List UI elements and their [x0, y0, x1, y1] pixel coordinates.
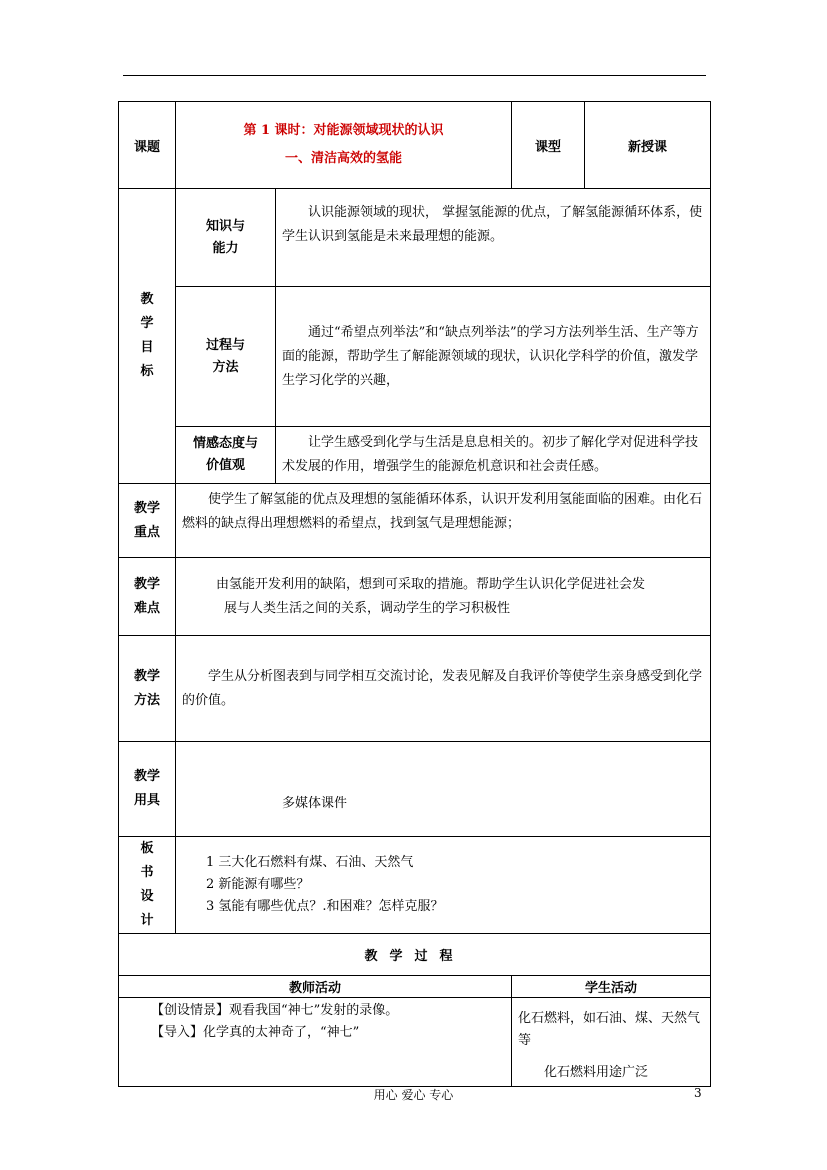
type-value: 新授课 [585, 102, 711, 189]
methods-label: 教学 方法 [119, 636, 176, 742]
process-header: 教学过程 [119, 934, 711, 976]
tools-row [119, 742, 711, 837]
process-method-text: 通过“希望点列举法”和“缺点列举法”的学习方法列举生活、生产等方面的能源，帮助学生了解能源领域的现状，认识化学科学的价值，激发学生学习化学的兴趣， [276, 287, 711, 427]
board-text [176, 837, 711, 934]
process-columns-row [119, 976, 711, 998]
topic-label: 课题 [119, 102, 176, 189]
teacher-activity [119, 998, 512, 1087]
difficulties-row [119, 558, 711, 636]
tools-text: 多媒体课件 [176, 742, 711, 837]
lesson-title-line1: 第 1 课时：对能源领域现状的认识 [243, 123, 444, 138]
emotion-label: 情感态度与 价值观 [176, 427, 276, 484]
header-rule [123, 75, 706, 76]
knowledge-label: 知识与 能力 [176, 189, 276, 287]
student-activity-head: 学生活动 [512, 976, 711, 998]
emotion-text: 让学生感受到化学与生活是息息相关的。初步了解化学对促进科学技术发展的作用，增强学生的能源危机意识和社会责任感。 [276, 427, 711, 484]
board-line-2: 2 新能源有哪些？ [206, 877, 310, 892]
page-number: 3 [694, 1086, 702, 1100]
page-footer: 用心 爱心 专心 [373, 1088, 454, 1102]
methods-text: 学生从分析图表到与同学相互交流讨论，发表见解及自我评价等使学生亲身感受到化学的价值。 [176, 636, 711, 742]
type-label: 课型 [512, 102, 585, 189]
methods-row [119, 636, 711, 742]
process-header-row [119, 934, 711, 976]
lesson-title-line2: 一、清洁高效的氢能 [285, 151, 403, 166]
teacher-activity-line-1: 【创设情景】观看我国“神七”发射的录像。 [151, 1003, 399, 1018]
board-line-3: 3 氢能有哪些优点？.和困难？怎样克服？ [206, 899, 444, 914]
teacher-activity-head: 教师活动 [119, 976, 512, 998]
board-line-1: 1 三大化石燃料有煤、石油、天然气 [206, 855, 414, 870]
objective-emotion-row [119, 427, 711, 484]
student-activity [512, 998, 711, 1087]
difficulties-label: 教学 难点 [119, 558, 176, 636]
student-activity-line-2: 化石燃料用途广泛 [544, 1065, 649, 1080]
lesson-title [176, 102, 512, 189]
objectives-label: 教学目标 [119, 189, 176, 484]
topic-row [119, 102, 711, 189]
knowledge-text: 认识能源领域的现状， 掌握氢能源的优点，了解氢能源循环体系，使学生认识到氢能是未来最理想的能源。 [276, 189, 711, 287]
lesson-plan-table [118, 101, 711, 1087]
difficulties-text: 由氢能开发利用的缺陷，想到可采取的措施。帮助学生认识化学促进社会发 展与人类生活之间的关系，调动学生的学习积极性 [176, 558, 711, 636]
activity-row [119, 998, 711, 1087]
teacher-activity-line-2: 【导入】化学真的太神奇了，“神七” [151, 1025, 360, 1040]
key-points-row [119, 484, 711, 558]
student-activity-line-1: 化石燃料，如石油、煤、天然气等 [518, 1011, 701, 1048]
key-points-label: 教学 重点 [119, 484, 176, 558]
objective-knowledge-row [119, 189, 711, 287]
process-method-label: 过程与 方法 [176, 287, 276, 427]
tools-label: 教学 用具 [119, 742, 176, 837]
objective-process-row [119, 287, 711, 427]
board-row [119, 837, 711, 934]
board-label: 板书设计 [119, 837, 176, 934]
key-points-text: 使学生了解氢能的优点及理想的氢能循环体系，认识开发利用氢能面临的困难。由化石燃料的缺点得出理想燃料的希望点，找到氢气是理想能源； [176, 484, 711, 558]
